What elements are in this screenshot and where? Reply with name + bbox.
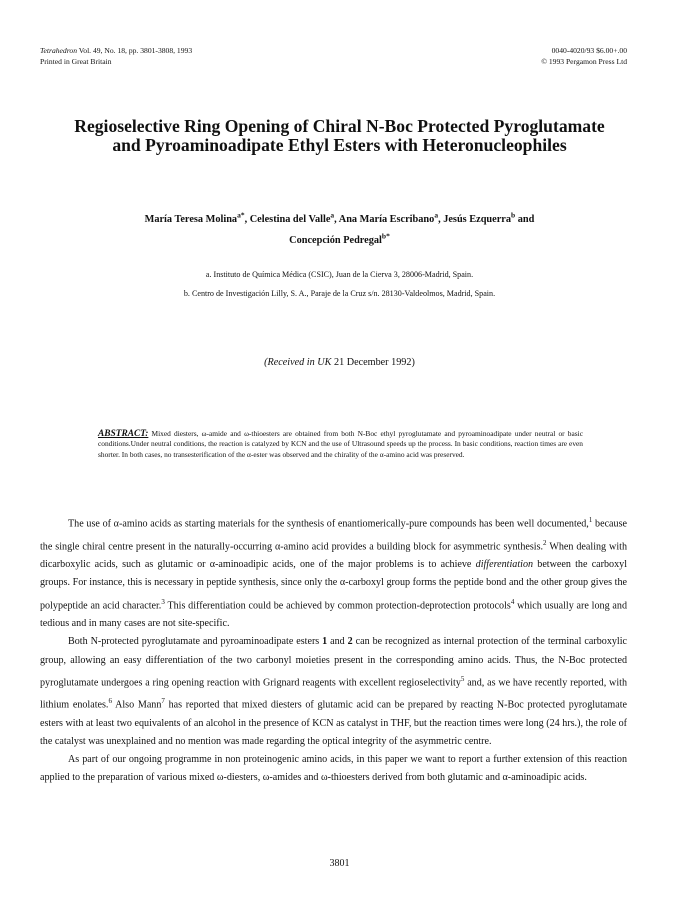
page-number: 3801 (329, 858, 350, 869)
affiliations (40, 265, 639, 303)
affiliation-a: a. Instituto de Química Médica (CSIC), Juan de la Cierva 3, 28006-Madrid, Spain. (205, 270, 474, 279)
paragraph-2: Both N-protected pyroglutamate and pyroaminoadipate esters 1 and 2 can be recognized as internal protection of the terminal carboxylic group, allowing an easy differentiation of the two carbonyl moieties present in the corresponding amino acids. Thus, the N-Boc protected pyroglutamate undergoes a ring opening reaction with Grignard reagents with excellent regioselectivity$^5$ and, as we have recently reported, with lithium enolates.$^6$ Also Mann$^7$ has reported that mixed diesters of glutamic acid can be prepared by reacting N-Boc protected pyroglutamate esters with at least two equivalents of an alcohol in the presence of KCN as catalyst in THF, but the reaction times were long (24 hrs.), the role of the catalyst was unexplained and no mention was made regarding the optical integrity of the asymmetric centre. (40, 636, 628, 748)
journal-citation: Vol. 49, No. 18, pp. 3801-3808, 1993 (78, 46, 193, 55)
printed-note: Printed in Great Britain (40, 56, 112, 66)
abstract-label: ABSTRACT: (98, 429, 149, 439)
abstract (98, 429, 583, 460)
journal-name: Tetrahedron (40, 46, 77, 55)
author-5: Concepción Pedregal$^{b*}$ (289, 231, 390, 247)
paragraph-1: The use of α-amino acids as starting materials for the synthesis of enantiomerically-pure compounds has been well documented,$^1$ because the single chiral centre present in the naturally-occurring α-amino acid provides a building block for asymmetric synthesis.$^2$ When dealing with dicarboxylic acids, such as glutamic or α-aminoadipic acids, one of the major problems is to achieve differentiation between the carboxyl groups. For instance, this is necessary in peptide synthesis, since only the α-carboxyl group forms the peptide bond and the other group gives the polypeptide an acid character.$^3$ This differentiation could be achieved by common protection-deprotection protocols$^4$ which usually are long and tedious and in many cases are not site-specific. (40, 516, 628, 630)
author-4: Jesús Ezquerra$^b$ and (443, 211, 535, 226)
issn-code: 0040-4020/93 $6.00+.00 (551, 46, 627, 55)
received-date: (Received in UK 21 December 1992) (264, 357, 415, 368)
paper-title: Regioselective Ring Opening of Chiral N-Boc Protected Pyroglutamate and Pyroaminoadipate Ethyl Esters with Heteronucleophiles (74, 116, 605, 155)
author-list (40, 208, 639, 250)
paragraph-3: As part of our ongoing programme in non proteinogenic amino acids, in this paper we want to report a further extension of this reaction applied to the preparation of various mixed ω-diesters, ω-amides and ω-thioesters derived from both glutamic and α-aminoadipic acids. (40, 754, 627, 784)
body-text (40, 511, 627, 788)
author-1: María Teresa Molina$^{a*}$, (144, 211, 250, 226)
copyright-note: © 1993 Pergamon Press Ltd (541, 56, 627, 66)
affiliation-b: b. Centro de Investigación Lilly, S. A., Paraje de la Cruz s/n. 28130-Valdeolmos, Madrid, Spain. (183, 289, 496, 298)
publisher-header (541, 46, 627, 67)
author-3: Ana María Escribano$^a$, (338, 211, 444, 226)
abstract-text: Mixed diesters, ω-amide and ω-thioesters are obtained from both N-Boc ethyl pyroglutamate and pyroaminoadipate under neutral or basic conditions.Under neutral conditions, the reaction is catalyzed by KCN and the use of Ultrasound speeds up the process. In basic conditions, reaction times are even shorter. In both cases, no transesterification of the α-ester was observed and the chirality of the α-amino acid was preserved. (98, 429, 583, 459)
author-2: Celestina del Valle$^a$, (249, 211, 339, 226)
journal-header (40, 46, 192, 67)
